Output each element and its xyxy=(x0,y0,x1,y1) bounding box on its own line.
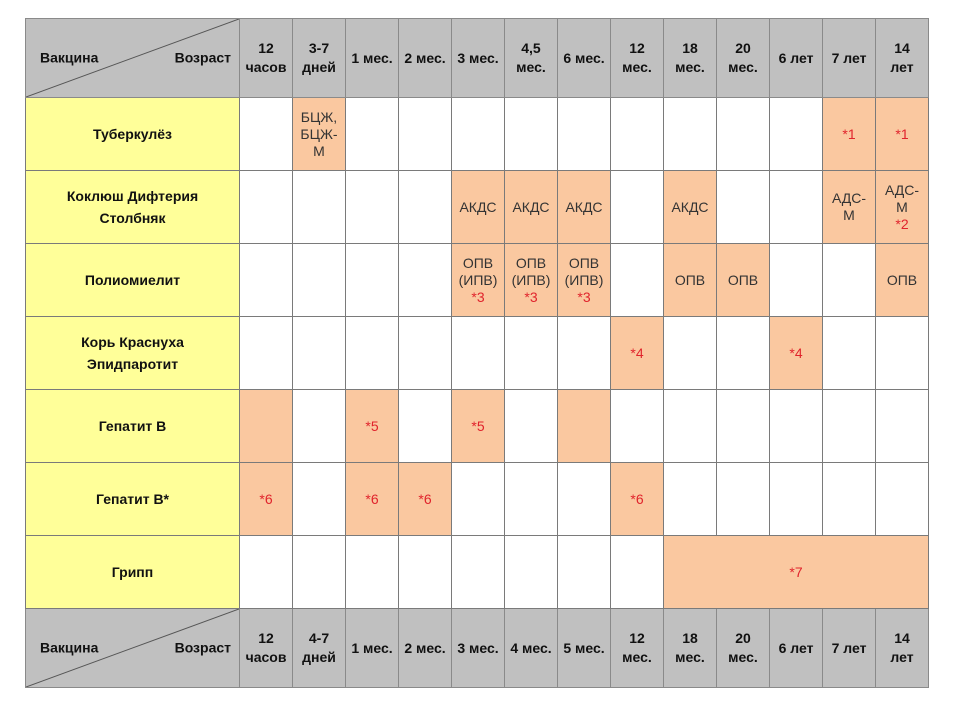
corner-cell-top xyxy=(26,19,240,98)
header-row-bottom xyxy=(26,609,929,688)
schedule-cell-empty xyxy=(558,317,611,390)
vaccine-name-cell xyxy=(26,171,240,244)
schedule-cell-filled xyxy=(399,463,452,536)
footnote-marker: *3 xyxy=(524,288,538,305)
age-header-cell xyxy=(664,19,717,98)
age-header-cell xyxy=(558,19,611,98)
schedule-cell-empty xyxy=(664,463,717,536)
age-header-label: 1 мес. xyxy=(351,639,393,656)
age-header-cell xyxy=(346,19,399,98)
age-header-cell xyxy=(876,19,929,98)
age-header-cell xyxy=(346,609,399,688)
vaccine-code: БЦЖ, БЦЖ- М xyxy=(300,108,338,159)
age-header-label: 18 мес. xyxy=(675,630,705,665)
schedule-cell-empty xyxy=(452,536,505,609)
age-header-label: 3-7 дней xyxy=(302,40,336,75)
vaccine-code: ОПВ xyxy=(727,271,759,288)
schedule-cell-empty xyxy=(876,463,929,536)
footnote-marker: *6 xyxy=(259,490,273,507)
schedule-cell-empty xyxy=(346,317,399,390)
schedule-cell-empty xyxy=(399,317,452,390)
schedule-cell-empty xyxy=(611,536,664,609)
age-header-cell xyxy=(240,609,293,688)
schedule-cell-empty xyxy=(770,463,823,536)
schedule-cell-empty xyxy=(770,98,823,171)
schedule-cell-empty xyxy=(399,536,452,609)
vaccine-row xyxy=(26,390,929,463)
schedule-cell-empty xyxy=(346,244,399,317)
vaccine-name: Коклюш Дифтерия Столбняк xyxy=(66,188,199,226)
age-header-cell xyxy=(823,19,876,98)
schedule-cell-empty xyxy=(823,463,876,536)
age-header-cell xyxy=(770,19,823,98)
schedule-cell-filled xyxy=(505,171,558,244)
age-header-label: 4-7 дней xyxy=(302,630,336,665)
age-header-label: 2 мес. xyxy=(404,639,446,656)
schedule-cell-empty xyxy=(823,244,876,317)
vaccine-name-cell xyxy=(26,536,240,609)
vaccine-label: Вакцина xyxy=(40,49,99,66)
age-header-cell xyxy=(240,19,293,98)
schedule-cell-empty xyxy=(611,244,664,317)
schedule-cell-filled xyxy=(876,171,929,244)
schedule-cell-empty xyxy=(399,98,452,171)
schedule-cell-empty xyxy=(611,98,664,171)
age-header-cell xyxy=(452,19,505,98)
schedule-cell-filled xyxy=(770,317,823,390)
schedule-cell-empty xyxy=(717,98,770,171)
header-row-top xyxy=(26,19,929,98)
schedule-cell-filled xyxy=(240,390,293,463)
age-header-cell xyxy=(558,609,611,688)
footnote-marker: *7 xyxy=(789,563,803,580)
schedule-cell-filled xyxy=(823,171,876,244)
age-header-label: 14 лет xyxy=(890,630,914,665)
schedule-cell-empty xyxy=(452,463,505,536)
schedule-cell-filled xyxy=(505,244,558,317)
schedule-cell-empty xyxy=(558,98,611,171)
age-header-label: 12 мес. xyxy=(622,40,652,75)
vaccine-name: Гепатит В* xyxy=(95,491,170,507)
vaccine-name-cell xyxy=(26,317,240,390)
footnote-marker: *3 xyxy=(471,288,485,305)
age-header-label: 7 лет xyxy=(831,639,867,656)
schedule-cell-empty xyxy=(505,98,558,171)
vaccine-label: Вакцина xyxy=(40,639,99,656)
vaccine-code: АДС- М xyxy=(884,181,920,215)
footnote-marker: *6 xyxy=(365,490,379,507)
age-header-label: 2 мес. xyxy=(404,49,446,66)
schedule-cell-filled xyxy=(346,463,399,536)
schedule-cell-filled xyxy=(664,171,717,244)
age-header-label: 14 лет xyxy=(890,40,914,75)
footnote-marker: *5 xyxy=(365,417,379,434)
schedule-cell-empty xyxy=(346,171,399,244)
schedule-cell-empty xyxy=(505,390,558,463)
schedule-cell-filled xyxy=(717,244,770,317)
schedule-cell-empty xyxy=(717,390,770,463)
vaccine-name: Гепатит В xyxy=(98,418,167,434)
schedule-cell-filled xyxy=(293,98,346,171)
age-header-label: 6 лет xyxy=(778,49,814,66)
vaccine-row xyxy=(26,317,929,390)
vaccination-schedule-table xyxy=(25,18,929,688)
age-header-label: 20 мес. xyxy=(728,630,758,665)
vaccine-code: АКДС xyxy=(565,198,603,215)
schedule-cell-empty xyxy=(876,390,929,463)
age-header-cell xyxy=(452,609,505,688)
age-header-label: 1 мес. xyxy=(351,49,393,66)
vaccine-name: Туберкулёз xyxy=(92,126,173,142)
schedule-cell-empty xyxy=(452,98,505,171)
footnote-marker: *1 xyxy=(842,125,856,142)
footnote-marker: *2 xyxy=(895,215,909,232)
schedule-cell-empty xyxy=(823,390,876,463)
schedule-cell-empty xyxy=(505,317,558,390)
footnote-marker: *5 xyxy=(471,417,485,434)
schedule-cell-filled xyxy=(611,317,664,390)
footnote-marker: *3 xyxy=(577,288,591,305)
schedule-cell-empty xyxy=(770,244,823,317)
vaccine-name: Корь Краснуха Эпидпаротит xyxy=(81,334,184,372)
vaccine-row xyxy=(26,536,929,609)
vaccine-name: Грипп xyxy=(111,564,154,580)
age-header-label: 18 мес. xyxy=(675,40,705,75)
schedule-cell-empty xyxy=(505,536,558,609)
footnote-marker: *1 xyxy=(895,125,909,142)
age-header-cell xyxy=(293,609,346,688)
schedule-cell-empty xyxy=(293,244,346,317)
age-header-cell xyxy=(664,609,717,688)
age-label: Возраст xyxy=(174,49,231,66)
age-header-cell xyxy=(399,19,452,98)
schedule-cell-empty xyxy=(823,317,876,390)
age-header-label: 12 часов xyxy=(245,40,287,75)
vaccine-row xyxy=(26,171,929,244)
schedule-cell-empty xyxy=(611,171,664,244)
vaccine-row xyxy=(26,244,929,317)
age-header-label: 7 лет xyxy=(831,49,867,66)
vaccine-code: АКДС xyxy=(671,198,709,215)
schedule-cell-filled xyxy=(876,98,929,171)
vaccine-name: Полиомиелит xyxy=(84,272,181,288)
schedule-cell-empty xyxy=(293,390,346,463)
schedule-cell-empty xyxy=(558,536,611,609)
age-header-label: 12 мес. xyxy=(622,630,652,665)
footnote-marker: *6 xyxy=(418,490,432,507)
vaccine-code: ОПВ (ИПВ) xyxy=(564,254,604,288)
age-header-cell xyxy=(823,609,876,688)
vaccine-code: АКДС xyxy=(459,198,497,215)
schedule-cell-empty xyxy=(876,317,929,390)
schedule-cell-empty xyxy=(717,171,770,244)
schedule-cell-empty xyxy=(558,463,611,536)
vaccine-code: ОПВ xyxy=(886,271,918,288)
vaccine-code: АКДС xyxy=(512,198,550,215)
age-header-cell xyxy=(611,609,664,688)
schedule-cell-empty xyxy=(293,463,346,536)
vaccine-code: АДС- М xyxy=(831,190,867,223)
schedule-cell-empty xyxy=(717,463,770,536)
schedule-cell-empty xyxy=(611,390,664,463)
schedule-cell-empty xyxy=(770,171,823,244)
schedule-cell-empty xyxy=(505,463,558,536)
age-header-label: 4,5 мес. xyxy=(516,40,546,75)
schedule-cell-empty xyxy=(293,317,346,390)
schedule-cell-filled xyxy=(876,244,929,317)
footnote-marker: *4 xyxy=(789,344,803,361)
age-header-label: 4 мес. xyxy=(510,639,552,656)
schedule-cell-empty xyxy=(240,244,293,317)
schedule-cell-filled xyxy=(452,244,505,317)
age-label: Возраст xyxy=(174,639,231,656)
schedule-cell-empty xyxy=(770,390,823,463)
age-header-cell xyxy=(293,19,346,98)
age-header-label: 6 лет xyxy=(778,639,814,656)
age-header-cell xyxy=(505,609,558,688)
age-header-cell xyxy=(717,609,770,688)
schedule-cell-filled xyxy=(823,98,876,171)
age-header-label: 20 мес. xyxy=(728,40,758,75)
footnote-marker: *6 xyxy=(630,490,644,507)
vaccine-code: ОПВ xyxy=(674,271,706,288)
age-header-label: 3 мес. xyxy=(457,49,499,66)
age-header-cell xyxy=(611,19,664,98)
vaccine-name-cell xyxy=(26,98,240,171)
schedule-cell-empty xyxy=(452,317,505,390)
schedule-cell-filled xyxy=(611,463,664,536)
schedule-cell-empty xyxy=(717,317,770,390)
age-header-cell xyxy=(505,19,558,98)
age-header-label: 5 мес. xyxy=(563,639,605,656)
schedule-cell-empty xyxy=(240,98,293,171)
vaccine-name-cell xyxy=(26,244,240,317)
schedule-cell-empty xyxy=(399,244,452,317)
age-header-label: 12 часов xyxy=(245,630,287,665)
schedule-cell-filled xyxy=(346,390,399,463)
schedule-cell-empty xyxy=(664,317,717,390)
schedule-cell-filled xyxy=(664,536,929,609)
age-header-cell xyxy=(770,609,823,688)
schedule-cell-filled xyxy=(558,244,611,317)
schedule-cell-empty xyxy=(346,98,399,171)
schedule-cell-filled xyxy=(558,390,611,463)
vaccine-row xyxy=(26,463,929,536)
schedule-cell-empty xyxy=(293,536,346,609)
vaccine-row xyxy=(26,98,929,171)
schedule-cell-filled xyxy=(664,244,717,317)
schedule-cell-filled xyxy=(558,171,611,244)
age-header-cell xyxy=(399,609,452,688)
vaccine-name-cell xyxy=(26,390,240,463)
schedule-cell-empty xyxy=(240,171,293,244)
schedule-cell-empty xyxy=(346,536,399,609)
schedule-cell-empty xyxy=(399,390,452,463)
age-header-cell xyxy=(876,609,929,688)
corner-cell-bottom xyxy=(26,609,240,688)
vaccine-code: ОПВ (ИПВ) xyxy=(458,254,498,288)
schedule-cell-filled xyxy=(452,390,505,463)
vaccine-name-cell xyxy=(26,463,240,536)
vaccine-code: ОПВ (ИПВ) xyxy=(511,254,551,288)
schedule-cell-empty xyxy=(293,171,346,244)
footnote-marker: *4 xyxy=(630,344,644,361)
schedule-cell-empty xyxy=(240,536,293,609)
age-header-label: 3 мес. xyxy=(457,639,499,656)
age-header-cell xyxy=(717,19,770,98)
schedule-cell-empty xyxy=(399,171,452,244)
schedule-cell-filled xyxy=(452,171,505,244)
schedule-cell-empty xyxy=(664,390,717,463)
schedule-cell-filled xyxy=(240,463,293,536)
age-header-label: 6 мес. xyxy=(563,49,605,66)
schedule-cell-empty xyxy=(240,317,293,390)
schedule-cell-empty xyxy=(664,98,717,171)
